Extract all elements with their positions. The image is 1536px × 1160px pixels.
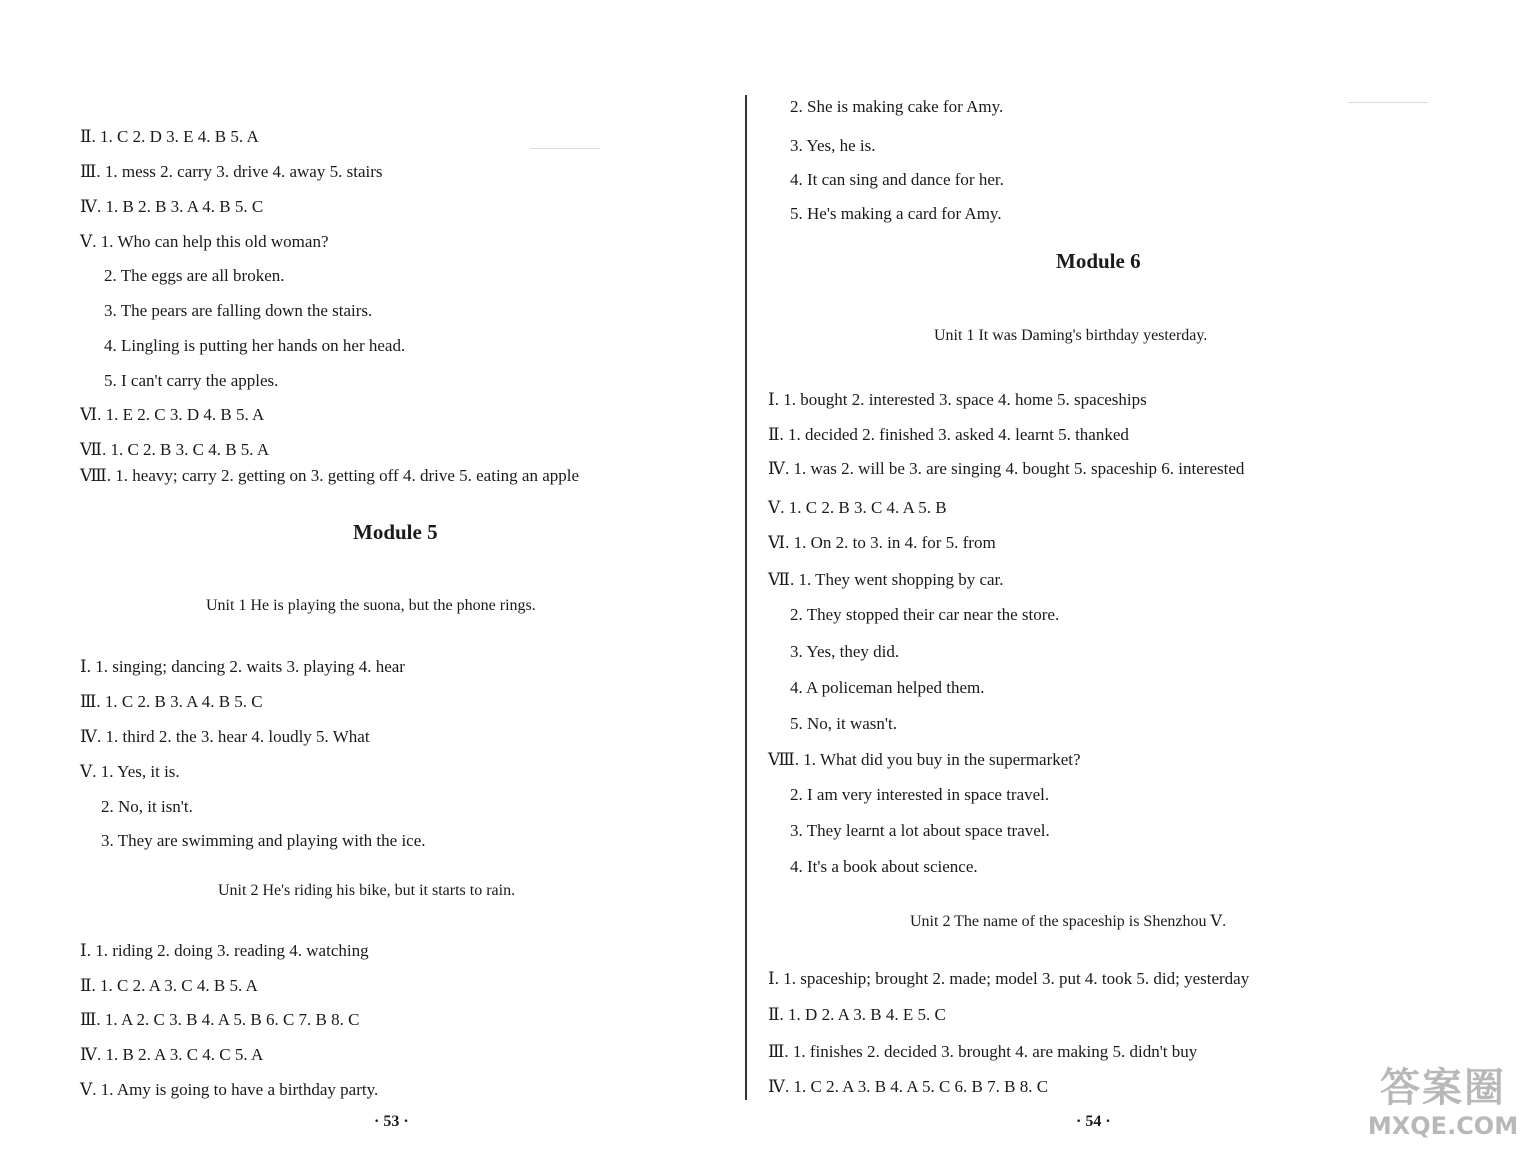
answer-line: Ⅵ. 1. E 2. C 3. D 4. B 5. A [80, 405, 265, 424]
page-number: · 54 · [1076, 1113, 1111, 1130]
left-page [0, 0, 745, 1160]
answer-line: Ⅰ. 1. singing; dancing 2. waits 3. playing 4. hear [80, 657, 405, 676]
answer-line: 5. No, it wasn't. [790, 714, 897, 733]
unit-title: Unit 2 He's riding his bike, but it starts to rain. [218, 882, 516, 899]
watermark-chars: 答案圈 [1380, 1065, 1506, 1111]
answer-line: Ⅵ. 1. On 2. to 3. in 4. for 5. from [768, 533, 996, 552]
answer-line: Ⅱ. 1. D 2. A 3. B 4. E 5. C [768, 1005, 946, 1024]
answer-line: Ⅳ. 1. B 2. B 3. A 4. B 5. C [80, 197, 264, 216]
scan-mark [1348, 102, 1428, 103]
answer-line: 2. The eggs are all broken. [104, 266, 285, 285]
answer-line: 3. They are swimming and playing with the ice. [101, 831, 426, 850]
answer-line: 2. No, it isn't. [101, 797, 193, 816]
answer-line: 4. Lingling is putting her hands on her head. [104, 336, 406, 355]
answer-line: Ⅲ. 1. C 2. B 3. A 4. B 5. C [80, 692, 263, 711]
unit-title: Unit 2 The name of the spaceship is Shenzhou Ⅴ. [910, 913, 1227, 930]
answer-line: Ⅶ. 1. They went shopping by car. [768, 570, 1004, 589]
answer-line: Ⅳ. 1. was 2. will be 3. are singing 4. bought 5. spaceship 6. interested [768, 459, 1245, 478]
answer-line: Ⅶ. 1. C 2. B 3. C 4. B 5. A [80, 440, 270, 459]
answer-line: Ⅲ. 1. finishes 2. decided 3. brought 4. are making 5. didn't buy [768, 1042, 1198, 1061]
answer-line: 2. She is making cake for Amy. [790, 97, 1004, 116]
answer-line: Ⅳ. 1. B 2. A 3. C 4. C 5. A [80, 1045, 264, 1064]
answer-line: Ⅳ. 1. C 2. A 3. B 4. A 5. C 6. B 7. B 8. C [768, 1077, 1049, 1096]
page-divider [745, 95, 747, 1100]
answer-line: Ⅰ. 1. bought 2. interested 3. space 4. home 5. spaceships [768, 390, 1147, 409]
answer-line: Ⅰ. 1. riding 2. doing 3. reading 4. watching [80, 941, 369, 960]
answer-line: Ⅳ. 1. third 2. the 3. hear 4. loudly 5. What [80, 727, 370, 746]
answer-line: 2. They stopped their car near the store. [790, 605, 1060, 624]
module-title: Module 6 [1056, 249, 1141, 273]
answer-line: Ⅴ. 1. C 2. B 3. C 4. A 5. B [768, 498, 947, 517]
answer-line: 3. The pears are falling down the stairs. [104, 301, 373, 320]
answer-line: Ⅱ. 1. C 2. D 3. E 4. B 5. A [80, 127, 259, 146]
answer-line: Ⅱ. 1. decided 2. finished 3. asked 4. learnt 5. thanked [768, 425, 1129, 444]
answer-line: Ⅴ. 1. Amy is going to have a birthday party. [80, 1080, 379, 1099]
answer-line: 5. I can't carry the apples. [104, 371, 279, 390]
answer-line: Ⅱ. 1. C 2. A 3. C 4. B 5. A [80, 976, 258, 995]
answer-line: 4. It can sing and dance for her. [790, 170, 1004, 189]
answer-line: 4. It's a book about science. [790, 857, 978, 876]
unit-title: Unit 1 He is playing the suona, but the phone rings. [206, 597, 536, 614]
answer-line: 5. He's making a card for Amy. [790, 204, 1002, 223]
right-page [748, 0, 1536, 1160]
watermark-site: MXQE.COM [1367, 1112, 1519, 1140]
answer-line: Ⅲ. 1. mess 2. carry 3. drive 4. away 5. stairs [80, 162, 383, 181]
answer-line: Ⅷ. 1. What did you buy in the supermarket? [768, 750, 1081, 769]
answer-line: 2. I am very interested in space travel. [790, 785, 1050, 804]
page-number: · 53 · [374, 1113, 409, 1130]
answer-line: Ⅲ. 1. A 2. C 3. B 4. A 5. B 6. C 7. B 8. C [80, 1010, 360, 1029]
answer-line: Ⅰ. 1. spaceship; brought 2. made; model 3. put 4. took 5. did; yesterday [768, 969, 1250, 988]
answer-line: Ⅴ. 1. Yes, it is. [80, 762, 180, 781]
answer-line: 3. Yes, he is. [790, 136, 876, 155]
watermark-logo [1358, 1064, 1528, 1154]
answer-line: Ⅷ. 1. heavy; carry 2. getting on 3. getting off 4. drive 5. eating an apple [80, 466, 580, 485]
module-title: Module 5 [353, 520, 438, 544]
answer-line: 3. They learnt a lot about space travel. [790, 821, 1050, 840]
answer-line: 3. Yes, they did. [790, 642, 900, 661]
scan-mark [530, 148, 600, 149]
unit-title: Unit 1 It was Daming's birthday yesterday. [934, 327, 1208, 344]
answer-line: Ⅴ. 1. Who can help this old woman? [80, 232, 329, 251]
answer-line: 4. A policeman helped them. [790, 678, 985, 697]
